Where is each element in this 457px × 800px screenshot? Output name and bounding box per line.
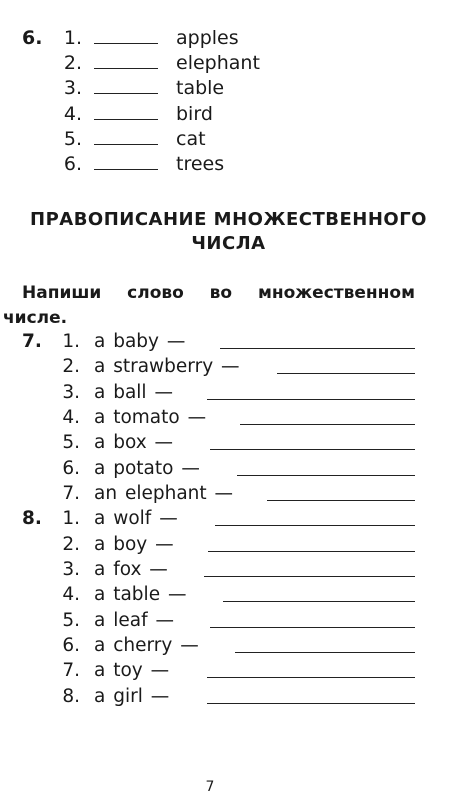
instruction-text: Напиши слово во множественном xyxy=(22,283,415,303)
item-word: bird xyxy=(176,102,213,125)
exercise-7-item xyxy=(0,380,457,405)
item-prompt: a baby — xyxy=(94,331,186,352)
exercise-8-item xyxy=(0,506,457,531)
answer-blank[interactable] xyxy=(237,475,415,476)
answer-blank[interactable] xyxy=(207,677,415,678)
item-prompt: a box — xyxy=(94,432,174,454)
exercise-8-item xyxy=(0,684,457,709)
item-prompt: a toy — xyxy=(94,660,170,682)
answer-blank[interactable] xyxy=(223,601,415,602)
item-number: 6. xyxy=(63,152,82,175)
exercise-6-item xyxy=(0,102,457,127)
exercise-8-item xyxy=(0,557,457,582)
item-number: 3. xyxy=(63,77,82,100)
item-prompt: an elephant — xyxy=(94,483,234,505)
item-prompt: a table — xyxy=(94,584,187,606)
item-number: 6. xyxy=(62,457,80,479)
section-heading-line: ЧИСЛА xyxy=(191,233,266,254)
exercise-8-item xyxy=(0,658,457,683)
item-prompt: a tomato — xyxy=(94,407,207,429)
section-heading-line: ПРАВОПИСАНИЕ МНОЖЕСТВЕННОГО xyxy=(30,209,427,230)
instruction-text-continued: числе. xyxy=(3,308,68,328)
item-number: 4. xyxy=(62,584,80,606)
answer-blank[interactable] xyxy=(208,551,415,552)
item-prompt: a strawberry — xyxy=(94,356,240,378)
item-number: 1. xyxy=(63,27,82,49)
exercise-8-item xyxy=(0,608,457,633)
answer-blank[interactable] xyxy=(240,424,415,425)
item-number: 2. xyxy=(63,52,82,75)
section-heading xyxy=(0,208,457,256)
item-number: 4. xyxy=(63,102,82,125)
answer-blank[interactable] xyxy=(235,652,415,653)
exercise-number: 6. xyxy=(22,27,43,49)
exercise-6 xyxy=(0,26,457,177)
exercise-7-item xyxy=(0,329,457,354)
exercise-6-item xyxy=(0,51,457,76)
exercise-8-item xyxy=(0,532,457,557)
item-prompt: a leaf — xyxy=(94,609,174,631)
exercise-6-item xyxy=(0,76,457,101)
item-word: elephant xyxy=(176,52,260,75)
exercise-6-item xyxy=(0,152,457,177)
item-number: 3. xyxy=(62,559,80,581)
exercise-7-item xyxy=(0,354,457,379)
item-number: 6. xyxy=(62,635,80,657)
item-word: cat xyxy=(176,127,206,150)
answer-blank[interactable] xyxy=(220,348,415,349)
item-prompt: a boy — xyxy=(94,533,174,555)
item-number: 4. xyxy=(62,407,80,429)
exercise-number: 8. xyxy=(22,508,42,530)
answer-blank[interactable] xyxy=(277,373,415,374)
exercise-number: 7. xyxy=(22,331,42,352)
exercise-6-item xyxy=(0,127,457,152)
exercise-8-item xyxy=(0,582,457,607)
item-number: 1. xyxy=(62,331,80,352)
exercise-7-item xyxy=(0,481,457,506)
item-number: 3. xyxy=(62,381,80,403)
answer-blank[interactable] xyxy=(94,169,158,170)
item-prompt: a ball — xyxy=(94,381,173,403)
exercise-7-item xyxy=(0,430,457,455)
item-number: 2. xyxy=(62,533,80,555)
item-word: apples xyxy=(176,27,239,49)
item-number: 5. xyxy=(63,127,82,150)
item-number: 7. xyxy=(62,660,80,682)
answer-blank[interactable] xyxy=(267,500,415,501)
answer-blank[interactable] xyxy=(207,399,415,400)
item-prompt: a potato — xyxy=(94,457,200,479)
answer-blank[interactable] xyxy=(210,449,415,450)
answer-blank[interactable] xyxy=(210,627,415,628)
item-number: 5. xyxy=(62,432,80,454)
item-prompt: a wolf — xyxy=(94,508,178,530)
item-number: 5. xyxy=(62,609,80,631)
answer-blank[interactable] xyxy=(204,576,415,577)
answer-blank[interactable] xyxy=(94,68,158,69)
exercise-7-item xyxy=(0,456,457,481)
answer-blank[interactable] xyxy=(94,43,158,44)
exercise-8-item xyxy=(0,633,457,658)
exercises-7-8 xyxy=(0,329,457,709)
item-prompt: a fox — xyxy=(94,559,168,581)
item-number: 8. xyxy=(62,685,80,707)
page-number: 7 xyxy=(205,779,215,795)
item-prompt: a cherry — xyxy=(94,635,199,657)
item-number: 2. xyxy=(62,356,80,378)
answer-blank[interactable] xyxy=(215,525,415,526)
exercise-7-item xyxy=(0,405,457,430)
item-prompt: a girl — xyxy=(94,685,170,707)
item-number: 1. xyxy=(62,508,80,530)
item-number: 7. xyxy=(62,483,80,505)
item-word: table xyxy=(176,77,225,100)
item-word: trees xyxy=(176,152,225,175)
answer-blank[interactable] xyxy=(94,119,158,120)
answer-blank[interactable] xyxy=(207,703,415,704)
exercise-6-item xyxy=(0,26,457,51)
answer-blank[interactable] xyxy=(94,144,158,145)
answer-blank[interactable] xyxy=(94,93,158,94)
